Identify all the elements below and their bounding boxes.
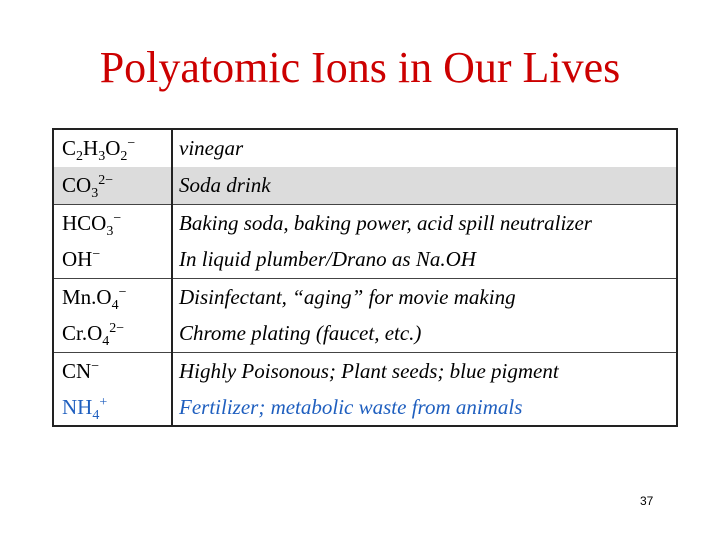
table-row [54, 278, 676, 316]
ion-use: In liquid plumber/Drano as Na.OH [179, 247, 476, 271]
ion-use: vinegar [179, 136, 244, 160]
ion-formula: OH− [62, 247, 101, 271]
ion-use: Fertilizer; metabolic waste from animals [179, 395, 523, 419]
ions-table [52, 128, 678, 427]
table-row [54, 315, 676, 352]
table-row [54, 204, 676, 242]
page-number: 37 [640, 494, 654, 508]
ion-formula: CN− [62, 359, 100, 383]
table-row [54, 389, 676, 426]
table-row [54, 241, 676, 278]
slide-title: Polyatomic Ions in Our Lives [99, 43, 621, 92]
table-row [54, 167, 676, 204]
ion-use: Disinfectant, “aging” for movie making [179, 285, 516, 309]
ion-use: Highly Poisonous; Plant seeds; blue pigment [179, 359, 559, 383]
ion-formula: $Mn.O_4^-$ [62, 285, 127, 314]
ion-use: Chrome plating (faucet, etc.) [179, 321, 422, 345]
ion-formula: $HCO_3^-$ [62, 211, 122, 240]
ion-use: Baking soda, baking power, acid spill neutralizer [179, 211, 592, 235]
ion-formula: $Cr.O_4^{2-}$ [62, 321, 125, 350]
ion-formula: $CO_3^{2-}$ [62, 173, 114, 202]
ion-use: Soda drink [179, 173, 271, 197]
ion-formula: $NH_4^+$ [62, 395, 108, 424]
ion-formula: $C_2H_3O_2^-$ [62, 136, 136, 165]
column-divider [171, 130, 173, 425]
table-row [54, 352, 676, 390]
table-row [54, 130, 676, 167]
